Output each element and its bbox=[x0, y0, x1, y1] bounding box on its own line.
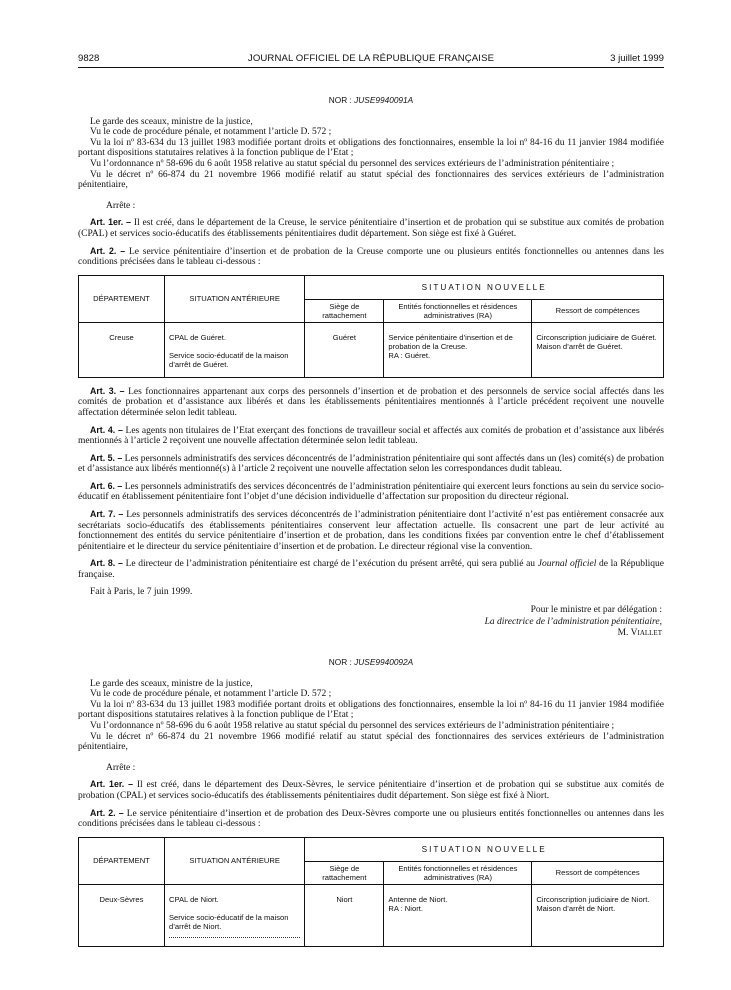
preamble-loi: Vu la loi nº 83-634 du 13 juillet 1983 modifiée portant droits et obligations des fonctionnaires, ensemble la loi nº 84-16 du 11 janvier 1984 modifiée portant dispositions statutaires relatives à la fonction publique de l’Etat ; bbox=[78, 699, 664, 721]
article-1: Art. 1er. – Il est créé, dans le département de la Creuse, le service pénitentiaire d’insertion et de probation qui se substitue aux comités de probation (CPAL) et services socio-éducatifs des établissements pénitentiaires dudit département. Son siège est fixé à Guéret. bbox=[78, 217, 664, 239]
col-entites: Entités fonctionnelles et résidences administratives (RA) bbox=[384, 299, 532, 322]
preamble-decret: Vu le décret nº 66-874 du 21 novembre 1966 modifié relatif au statut spécial des fonctionnaires des services extérieurs de l’administration pénitentiaire, bbox=[78, 169, 664, 191]
preamble-ordonnance: Vu l’ordonnance nº 58-696 du 6 août 1958 relative au statut spécial du personnel des services extérieurs de l’administration pénitentiaire ; bbox=[90, 158, 615, 169]
article-2: Art. 2. – Le service pénitentiaire d’insertion et de probation de la Creuse comporte une ou plusieurs entités fonctionnelles ou antennes dans les conditions précisées dans le tableau ci-dessous : bbox=[78, 245, 664, 268]
situation-table bbox=[78, 275, 664, 378]
article-8: Art. 8. – Le directeur de l’administration pénitentiaire est chargé de l’exécution du présent arrêté, qui sera publié au Journal officiel de la République française. bbox=[78, 558, 664, 581]
nor-line: NOR : JUSE9940091A bbox=[328, 95, 414, 105]
nor-code: JUSE9940092A bbox=[354, 657, 414, 667]
article-1: Art. 1er. – Il est créé, dans le département des Deux-Sèvres, le service pénitentiaire d’insertion et de probation qui se substitue aux comités de probation (CPAL) et services socio-éducatifs des établissements pénitentiaires dudit département. Son siège est fixé à Niort. bbox=[78, 779, 665, 801]
col-siege: Siège de rattachement bbox=[305, 861, 384, 884]
cell-entites: Antenne de Niort. RA : Niort. bbox=[384, 884, 532, 946]
preamble-ordonnance: Vu l’ordonnance nº 58-696 du 6 août 1958 relative au statut spécial du personnel des services extérieurs de l’administration pénitentiaire ; bbox=[90, 720, 615, 731]
preamble-code: Vu le code de procédure pénale, et notamment l’article D. 572 ; bbox=[90, 689, 332, 700]
nor-code: JUSE9940091A bbox=[354, 95, 414, 105]
signature-block: Pour le ministre et par délégation : La directrice de l’administration pénitentiaire, M. Viallet bbox=[78, 605, 664, 640]
article-6: Art. 6. – Les personnels administratifs des services déconcentrés de l’administration pénitentiaire qui exercent leurs fonctions au sein du service socio-éducatif en établissement pénitentiaire font l’objet d’une décision individuelle d’affectation sur proposition du directeur régional. bbox=[78, 480, 664, 503]
article-2: Art. 2. – Le service pénitentiaire d’insertion et de probation des Deux-Sèvres comporte une ou plusieurs entités fonctionnelles ou antennes dans les conditions précisées dans le tableau ci-dessous : bbox=[78, 807, 664, 830]
col-situation-nouvelle: SITUATION NOUVELLE bbox=[305, 275, 664, 299]
nor-line: NOR : JUSE9940092A bbox=[328, 657, 414, 667]
cell-anterieure: CPAL de Guéret. Service socio-éducatif de la maison d’arrêt de Guéret. bbox=[164, 322, 304, 377]
article-7: Art. 7. – Les personnels administratifs des services déconcentrés de l’administration pénitentiaire dont l’activité n’est pas entièrement consacrée aux secrétariats socio-éducatifs des établissements pénitentiaires conservent leur affectation actuelle. Ils consacrent une part de leur activité au fonctionnement des entités du service pénitentiaire d’insertion et de probation, dans les conditions fixées par convention entre le chef d’établissement pénitentiaire et le directeur du service pénitentiaire d’insertion et de probation. Le directeur régional vise la convention. bbox=[78, 509, 664, 552]
arrete-label: Arrête : bbox=[106, 762, 136, 773]
journal-title: JOURNAL OFFICIEL DE LA RÉPUBLIQUE FRANÇAISE bbox=[247, 53, 495, 64]
col-ressort: Ressort de compétences bbox=[532, 861, 664, 884]
col-situation-nouvelle: SITUATION NOUVELLE bbox=[305, 837, 664, 861]
arrete-label: Arrête : bbox=[106, 200, 136, 211]
cell-entites: Service pénitentiaire d’insertion et de probation de la Creuse. RA : Guéret. bbox=[384, 322, 532, 377]
col-situation-anterieure: SITUATION ANTÉRIEURE bbox=[164, 275, 304, 322]
page-header bbox=[78, 53, 664, 67]
cell-anterieure: CPAL de Niort. Service socio-éducatif de la maison d’arrêt de Niort. bbox=[164, 884, 304, 946]
col-departement: DÉPARTEMENT bbox=[79, 837, 165, 884]
cell-departement: Creuse bbox=[79, 322, 165, 377]
article-4: Art. 4. – Les agents non titulaires de l’Etat exerçant des fonctions de travailleur social et affectés aux comités de probation et d’assistance aux libérés mentionnés à l’article 2 reçoivent une nouvelle affectation déterminée selon ledit tableau. bbox=[78, 424, 664, 447]
col-situation-anterieure: SITUATION ANTÉRIEURE bbox=[164, 837, 304, 884]
header-rule bbox=[78, 67, 664, 68]
continuation-dots bbox=[169, 937, 300, 938]
signatory-name: M. Viallet bbox=[617, 628, 662, 639]
issue-date: 3 juillet 1999 bbox=[610, 53, 664, 64]
cell-siege: Guéret bbox=[305, 322, 384, 377]
situation-table bbox=[78, 837, 664, 947]
table-row bbox=[79, 322, 664, 377]
signing-date: Fait à Paris, le 7 juin 1999. bbox=[90, 586, 193, 597]
col-departement: DÉPARTEMENT bbox=[79, 275, 165, 322]
article-5: Art. 5. – Les personnels administratifs des services déconcentrés de l’administration pénitentiaire qui sont affectés dans un (les) comité(s) de probation et d’assistance aux libérés mentionné(s) à l’article 2 reçoivent une nouvelle affectation selon les correspondances dudit tableau. bbox=[78, 452, 665, 475]
col-entites: Entités fonctionnelles et résidences administratives (RA) bbox=[384, 861, 532, 884]
cell-ressort: Circonscription judiciaire de Guéret. Maison d’arrêt de Guéret. bbox=[532, 322, 664, 377]
preamble-decret: Vu le décret nº 66-874 du 21 novembre 1966 modifié relatif au statut spécial des fonctionnaires des services extérieurs de l’administration pénitentiaire, bbox=[78, 731, 664, 753]
decree-deux-sevres bbox=[78, 657, 664, 955]
preamble-loi: Vu la loi nº 83-634 du 13 juillet 1983 modifiée portant droits et obligations des fonctionnaires, ensemble la loi nº 84-16 du 11 janvier 1984 modifiée portant dispositions statutaires relatives à la fonction publique de l’Etat ; bbox=[78, 137, 664, 159]
col-ressort: Ressort de compétences bbox=[532, 299, 664, 322]
cell-ressort: Circonscription judiciaire de Niort. Maison d’arrêt de Niort. bbox=[532, 884, 664, 946]
cell-siege: Niort bbox=[305, 884, 384, 946]
preamble-minister: Le garde des sceaux, ministre de la justice, bbox=[90, 116, 253, 127]
decree-creuse bbox=[78, 95, 664, 640]
preamble-code: Vu le code de procédure pénale, et notamment l’article D. 572 ; bbox=[90, 127, 332, 138]
article-3: Art. 3. – Les fonctionnaires appartenant aux corps des personnels d’insertion et de probation et des personnels de service social affectés dans les comités de probation et d’assistance aux libérés et dans les établissements pénitentiaires mentionnés à l’article précédent reçoivent une nouvelle affectation déterminée selon ledit tableau. bbox=[78, 385, 664, 418]
table-row bbox=[79, 884, 664, 946]
col-siege: Siège de rattachement bbox=[305, 299, 384, 322]
preamble-minister: Le garde des sceaux, ministre de la justice, bbox=[90, 678, 253, 689]
page-number: 9828 bbox=[78, 53, 100, 64]
cell-departement: Deux-Sèvres bbox=[79, 884, 165, 946]
